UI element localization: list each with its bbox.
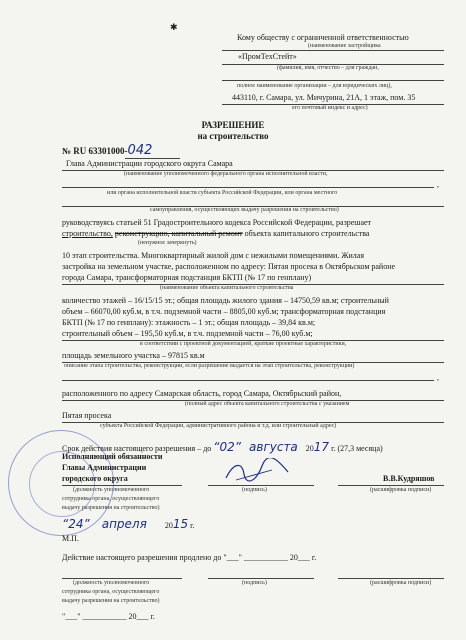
body-p2-line2: застройка на земельном участке, расположенном по адресу: Пятая просека в Октябрьском районе: [62, 262, 396, 271]
signer-name: В.В.Кудряшов: [383, 474, 435, 483]
star-mark: ✱: [170, 22, 178, 32]
body-p2-note: (наименование объекта капитального строительства: [160, 285, 294, 291]
extension-note-name: (расшифровка подписи): [370, 580, 432, 586]
signer-role-line1: Исполняющий обязанности: [62, 452, 163, 461]
body-p3-line2: объем – 66070,00 куб.м, в т.ч. подземной части – 8805,00 куб.м; трансформаторная подстанция: [62, 307, 386, 316]
body-p1-note: (ненужное зачеркнуть): [138, 240, 197, 246]
body-p3-line4: строительный объем – 195,50 куб.м, в т.ч. подземной части – 76,00 куб.м;: [62, 329, 313, 338]
validity-month: августа: [249, 440, 298, 454]
addressee-note4: его почтовый индекс и адрес): [292, 105, 368, 111]
validity-suffix: г. (27,3 месяца): [331, 444, 383, 453]
addressee-note2: (фамилия, имя, отчество – для граждан,: [277, 65, 379, 71]
validity-prefix: Срок действия настоящего разрешения – до: [62, 444, 212, 453]
seal-mp: М.П.: [62, 534, 79, 543]
signature-scribble: [222, 458, 292, 484]
addressee-note1: (наименование застройщика: [308, 43, 381, 49]
permit-number: [62, 143, 152, 158]
number-sign: №: [62, 146, 72, 156]
issuer-note1: (наименование уполномоченного федерального органа исполнительной власти,: [124, 171, 328, 177]
body-p1-line1: руководствуясь статьей 51 Градостроительного кодекса Российской Федерации, разрешает: [62, 218, 372, 227]
addressee-address: 443110, г. Самара, ул. Мичурина, 21А, 1 этаж, пом. 35: [232, 93, 416, 102]
body-p1-line2: строительство, реконструкцию, капитальный ремонт объекта капитального строительства: [62, 229, 370, 238]
validity-year: 17: [313, 440, 330, 454]
body-p2-line1: 10 этап строительства. Многоквартирный жилой дом с нежилыми помещениями. Жилая: [62, 251, 365, 260]
issue-year-prefix: 20: [164, 521, 173, 530]
extension-note-sign: (подпись): [242, 580, 267, 586]
signer-note-role1: (должность уполномоченного: [73, 487, 150, 493]
issuer-name: Глава Администрации городского округа Самара: [66, 159, 233, 168]
permit-page: ✱ Кому обществу с ограниченной ответственностью (наименование застройщика «ПромТехСтейт» (фамилия, имя, отчество – для граждан, полное наименование организации – для юридических лиц), 443110, г. Самара, ул. Мичурина, 21А, 1 этаж, пом. 35 его почтовый индекс и адрес) РАЗРЕШЕНИЕ на строительство № RU 63301000-042 Глава Администрации городского округа Самара (наименование уполномоченного федерального органа исполнительной власти, , или органа исполнительной власти субъекта Российской Федерации, или органа местного самоуправления, осуществляющих выдачу разрешения на строительство) руководствуясь статьей 51 Градостроительного кодекса Российской Федерации, разрешает строительство, реконструкцию, капитальный ремонт объекта капитального строительства (ненужное зачеркнуть) 10 этап строительства. Многоквартирный жилой дом с нежилыми помещениями. Жилая застройка на земельном участке, расположенном по адресу: Пятая просека в Октябрьском районе города Самара, трансформаторная подстанция БКТП (№ 17 по генплану) (наименование объекта капитального строительства количество этажей – 16/15/15 эт.; общая площадь жилого здания – 14750,59 кв.м; строительный объем – 66070,00 куб.м, в т.ч. подземной части – 8805,00 куб.м; трансформаторная подстанция БКТП (№ 17 по генплану): этажность – 1 эт.; общая площадь – 39,84 кв.м; строительный объем – 195,50 куб.м, в т.ч. подземной части – 76,00 куб.м; в соответствии с проектной документацией, краткие проектные характеристики, площадь земельного участка – 97815 кв.м описание этапа строительства, реконструкции, если разрешение выдается на этап строительства, реконструкции) , расположенного по адресу Самарская область, город Самара, Октябрьский район, (полный адрес объекта капитального строительства с указанием Пятая просека субъекта Российской Федерации, административного района и т.д. или строительный адрес) Срок действия настоящего разрешения – до “02” августа 2017 г. (27,3 месяца) Исполняющий обязанности Главы Администрации городского округа В.В.Кудряшов (должность уполномоченного сотрудника органа, осуществляющего выдачу разрешения на строительство) (подпись) (расшифровка подписи) “24” апреля 2015 г. М.П. Действие настоящего разрешения продлено до "___" ___________ 20___ г. (должность уполномоченного сотрудника органа, осуществляющего выдачу разрешения на строительство) (подпись) (расшифровка подписи) "___" ___________ 20___ г.: [0, 0, 466, 640]
extension-note-role1: (должность уполномоченного: [73, 580, 150, 586]
body-p4-line1: расположенного по адресу Самарская область, город Самара, Октябрьский район,: [62, 389, 342, 398]
number-handwritten: 042: [127, 143, 153, 158]
issue-day: 24: [68, 517, 84, 531]
body-p4-note: (полный адрес объекта капитального строительства с указанием: [185, 401, 350, 407]
body-p3-line1: количество этажей – 16/15/15 эт.; общая площадь жилого здания – 14750,59 кв.м; строительный: [62, 296, 389, 305]
addressee-line1: Кому обществу с ограниченной ответственностью: [237, 33, 409, 42]
signer-role-line2: Главы Администрации: [62, 463, 147, 472]
extension-text: Действие настоящего разрешения продлено до "___" ___________ 20___ г.: [62, 553, 317, 562]
issue-month: апреля: [101, 517, 147, 531]
body-p4-note2: субъекта Российской Федерации, административного района и т.д. или строительный адрес): [100, 423, 337, 429]
body-p3-line5: площадь земельного участка – 97815 кв.м: [62, 351, 205, 360]
body-p3-line3: БКТП (№ 17 по генплану): этажность – 1 эт.; общая площадь – 39,84 кв.м;: [62, 318, 316, 327]
extension-note-role2: сотрудника органа, осуществляющего: [62, 589, 160, 595]
signer-role-line3: городского округа: [62, 474, 128, 483]
body-p2-line3: города Самара, трансформаторная подстанция БКТП (№ 17 по генплану): [62, 273, 312, 282]
number-printed: RU 63301000-: [73, 146, 128, 156]
issue-suffix: г.: [190, 521, 195, 530]
body-p3-note2: описание этапа строительства, реконструкции, если разрешение выдается на этап строительства, реконструкции): [64, 363, 355, 369]
signer-note-role3: выдачу разрешения на строительство): [62, 505, 160, 511]
permit-subtitle: на строительство: [197, 131, 269, 141]
issuer-note2: или органа исполнительной власти субъекта Российской Федерации, или органа местного: [107, 190, 338, 196]
extension-note-role3: выдачу разрешения на строительство): [62, 598, 160, 604]
addressee-name: «ПромТехСтейт»: [238, 52, 297, 61]
permit-title: РАЗРЕШЕНИЕ: [201, 120, 265, 130]
addressee-note3: полное наименование организации – для юридических лиц),: [237, 83, 392, 89]
validity-line: Срок действия настоящего разрешения – до “02” августа 2017 г. (27,3 месяца): [62, 440, 383, 454]
extension-date: "___" ___________ 20___ г.: [62, 612, 155, 621]
issue-date: “24” апреля 2015 г.: [62, 517, 195, 531]
validity-day: 02: [219, 440, 235, 454]
body-p4-line2: Пятая просека: [62, 411, 112, 420]
signer-note-name: (расшифровка подписи): [370, 487, 432, 493]
validity-year-prefix: 20: [305, 444, 314, 453]
issue-year: 15: [172, 517, 189, 531]
body-p3-note: в соответствии с проектной документацией, краткие проектные характеристики,: [140, 341, 347, 347]
signer-note-sign: (подпись): [242, 487, 267, 493]
issuer-note3: самоуправления, осуществляющих выдачу разрешения на строительство): [150, 207, 339, 213]
signer-note-role2: сотрудника органа, осуществляющего: [62, 496, 160, 502]
